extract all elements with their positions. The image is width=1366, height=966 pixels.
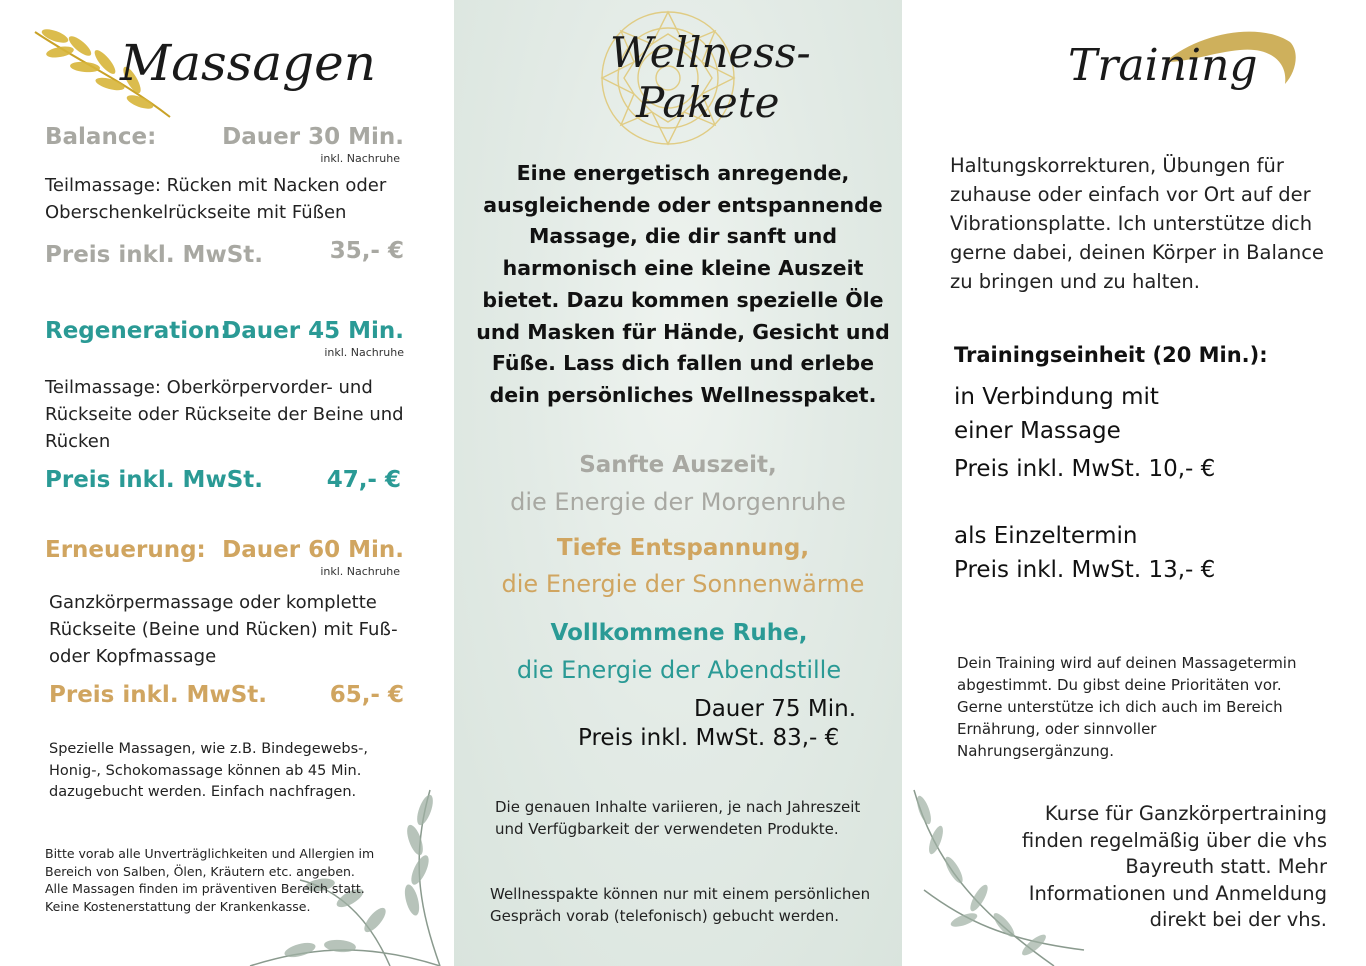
allergy-note: Bitte vorab alle Unverträglichkeiten und Allergien im Bereich von Salben, Ölen, Kräutern etc. angeben. Alle Massagen finden im präventiven Bereich statt. Keine Kostenerstattung der Krankenkasse. [45,846,375,914]
balance-price: 35,- € [329,238,404,264]
content-note: Die genauen Inhalte variieren, je nach Jahreszeit und Verfügbarkeit der verwendeten Produkte. [495,798,861,838]
package-3-name: Vollkommene Ruhe, [550,620,808,646]
special-massage-note: Spezielle Massagen, wie z.B. Bindegewebs-, Honig-, Schokomassage können ab 45 Min. dazugebucht werden. Einfach nachfragen. [49,741,368,800]
training-intro: Haltungskorrekturen, Übungen für zuhause oder einfach vor Ort auf der Vibrationsplatte. Ich unterstütze dich gerne dabei, deinen Körper in Balance zu bringen und zu halten. [950,154,1324,293]
package-3-subtitle: die Energie der Abendstille [516,656,842,684]
training-unit-heading: Trainingseinheit (20 Min.): [954,343,1268,367]
regeneration-price: 47,- € [326,467,401,493]
regeneration-name: Regeneration: [45,318,230,344]
erneuerung-name: Erneuerung: [45,537,206,563]
balance-price-label: Preis inkl. MwSt. [45,242,263,268]
wellness-intro: Eine energetisch anregende, ausgleichende oder entspannende Massage, die dir sanft und harmonisch eine kleine Auszeit bietet. Dazu kommen spezielle Öle und Masken für Hände, Gesicht und Füße. Lass dich fallen und erlebe dein persönliches Wellnesspaket. [476,161,890,407]
training-title: Training [1068,40,1258,91]
wellness-title-line2: Pakete [636,78,780,127]
balance-duration-note: inkl. Nachruhe [320,152,400,165]
massagen-title: Massagen [120,34,376,92]
balance-description: Teilmassage: Rücken mit Nacken oder Oberschenkelrückseite mit Füßen [45,175,387,223]
erneuerung-price-label: Preis inkl. MwSt. [49,682,267,708]
regeneration-price-label: Preis inkl. MwSt. [45,467,263,493]
balance-name: Balance: [45,124,157,150]
package-1-name: Sanfte Auszeit, [579,452,777,478]
booking-note: Wellnesspakte können nur mit einem persönlichen Gespräch vorab (telefonisch) gebucht werden. [490,885,871,925]
erneuerung-price: 65,- € [329,682,404,708]
training-single-price: Preis inkl. MwSt. 13,- € [954,557,1216,583]
package-1-subtitle: die Energie der Morgenruhe [510,488,846,516]
wellness-title-line1: Wellness- [610,28,811,77]
regeneration-duration: Dauer 45 Min. [222,318,404,344]
erneuerung-duration-note: inkl. Nachruhe [320,565,400,578]
regeneration-description: Teilmassage: Oberkörpervorder- und Rückseite oder Rückseite der Beine und Rücken [45,377,404,452]
erneuerung-description: Ganzkörpermassage oder komplette Rückseite (Beine und Rücken) mit Fuß- oder Kopfmassage [49,592,398,667]
regeneration-duration-note: inkl. Nachruhe [324,346,404,359]
package-2-name: Tiefe Entspannung, [556,535,810,561]
package-duration: Dauer 75 Min. [694,696,856,722]
training-combo-price: Preis inkl. MwSt. 10,- € [954,456,1216,482]
package-price: Preis inkl. MwSt. 83,- € [578,725,840,751]
training-courses: Kurse für Ganzkörpertraining finden regelmäßig über die vhs Bayreuth statt. Mehr Informationen und Anmeldung direkt bei der vhs. [1021,802,1327,931]
training-note: Dein Training wird auf deinen Massagetermin abgestimmt. Du gibst deine Prioritäten vor. Gerne unterstütze ich dich auch im Bereich Ernährung, oder sinnvoller Nahrungsergänzung. [957,654,1297,760]
erneuerung-duration: Dauer 60 Min. [222,537,404,563]
training-combo-line1: in Verbindung mit [954,384,1159,410]
training-single-label: als Einzeltermin [954,523,1138,549]
training-combo-line2: einer Massage [954,418,1121,444]
package-2-subtitle: die Energie der Sonnenwärme [501,570,865,598]
balance-duration: Dauer 30 Min. [222,124,404,150]
